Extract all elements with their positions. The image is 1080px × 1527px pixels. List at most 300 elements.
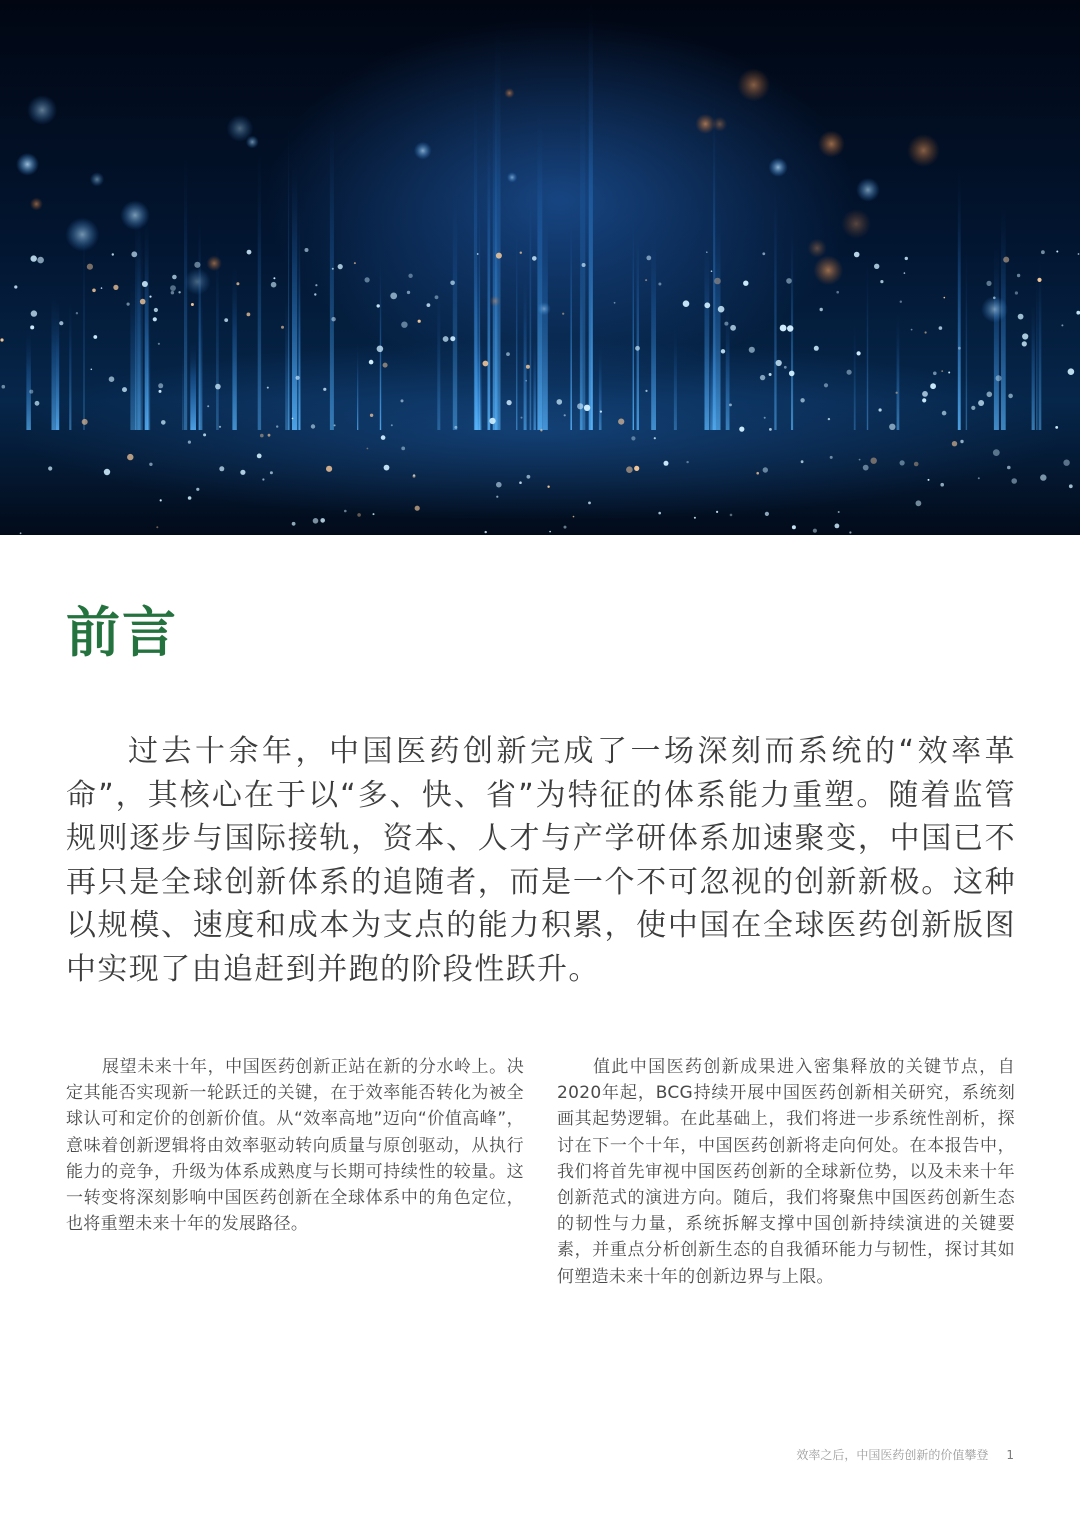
- light-beam: [437, 281, 440, 430]
- light-particle: [1003, 257, 1009, 263]
- light-particle: [549, 531, 551, 533]
- light-particle: [104, 469, 110, 475]
- light-particle: [323, 388, 326, 391]
- light-beam: [637, 214, 639, 430]
- light-particle: [219, 426, 221, 428]
- light-particle: [31, 255, 37, 261]
- light-particle: [944, 297, 946, 299]
- light-particle: [203, 433, 206, 436]
- light-particle: [871, 458, 877, 464]
- light-beam: [994, 241, 999, 430]
- light-particle: [413, 475, 416, 478]
- light-particle: [365, 277, 370, 282]
- light-particle: [1018, 314, 1024, 320]
- light-particle: [996, 375, 1002, 381]
- light-particle: [273, 277, 275, 279]
- light-particle: [215, 384, 221, 390]
- light-particle: [240, 470, 245, 475]
- light-particle: [156, 526, 158, 528]
- bokeh-light: [712, 117, 727, 132]
- light-particle: [407, 291, 410, 294]
- light-particle: [373, 513, 375, 515]
- light-particle: [483, 361, 489, 367]
- light-particle: [140, 299, 146, 305]
- light-particle: [332, 268, 334, 270]
- light-particle: [940, 483, 944, 487]
- light-particle: [37, 257, 44, 264]
- light-beam: [69, 296, 71, 430]
- light-beam: [201, 287, 202, 430]
- light-particle: [292, 522, 296, 526]
- light-particle: [763, 467, 768, 472]
- light-particle: [683, 300, 690, 307]
- light-particle: [260, 434, 264, 438]
- light-beam: [570, 199, 572, 431]
- light-beam: [137, 218, 142, 430]
- light-particle: [496, 496, 498, 498]
- bokeh-light: [206, 255, 222, 271]
- light-particle: [149, 296, 151, 298]
- light-particle: [582, 263, 586, 267]
- light-particle: [792, 525, 796, 529]
- light-particle: [889, 424, 895, 430]
- light-particle: [1040, 474, 1046, 480]
- light-particle: [986, 281, 991, 286]
- light-particle: [127, 303, 130, 306]
- light-particle: [158, 343, 160, 345]
- light-particle: [978, 400, 984, 406]
- light-particle: [450, 336, 455, 341]
- light-particle: [367, 448, 369, 450]
- light-particle: [29, 390, 33, 394]
- light-particle: [224, 318, 228, 322]
- light-particle: [507, 400, 512, 405]
- light-particle: [1022, 333, 1028, 339]
- light-particle: [1015, 291, 1018, 294]
- light-particle: [743, 281, 748, 286]
- light-particle: [971, 406, 975, 410]
- light-particle: [925, 331, 927, 333]
- light-particle: [315, 284, 317, 286]
- light-particle: [127, 454, 133, 460]
- light-particle: [729, 404, 732, 407]
- light-particle: [847, 370, 852, 375]
- light-particle: [427, 303, 431, 307]
- bokeh-light: [507, 172, 517, 182]
- page-footer: [796, 1446, 1014, 1463]
- bokeh-light: [907, 134, 940, 167]
- light-beam: [488, 104, 491, 430]
- light-particle: [370, 414, 373, 417]
- light-beam: [182, 343, 183, 431]
- light-particle: [381, 435, 386, 440]
- light-particle: [863, 465, 869, 471]
- light-particle: [489, 418, 495, 424]
- light-particle: [654, 437, 656, 439]
- light-beam: [26, 330, 31, 431]
- light-particle: [960, 440, 963, 443]
- light-particle: [149, 463, 152, 466]
- light-particle: [526, 365, 530, 369]
- light-particle: [369, 360, 374, 365]
- page-number: 1: [1006, 1447, 1014, 1462]
- light-particle: [281, 326, 284, 329]
- page-title: 前言: [66, 601, 178, 664]
- bokeh-light: [226, 115, 253, 142]
- light-particle: [721, 349, 725, 353]
- light-beam: [199, 214, 201, 430]
- light-particle: [257, 454, 262, 459]
- light-particle: [1022, 341, 1027, 346]
- light-particle: [577, 403, 583, 409]
- light-particle: [331, 317, 335, 321]
- light-particle: [170, 285, 176, 291]
- light-particle: [824, 383, 828, 387]
- light-particle: [564, 414, 566, 416]
- light-particle: [952, 441, 957, 446]
- light-particle: [928, 479, 930, 481]
- light-particle: [377, 346, 384, 353]
- light-particle: [760, 375, 765, 380]
- light-particle: [153, 317, 157, 321]
- light-particle: [520, 252, 522, 254]
- light-particle: [646, 256, 651, 261]
- light-particle: [311, 424, 315, 428]
- light-particle: [614, 302, 616, 304]
- light-particle: [730, 325, 736, 331]
- light-particle: [443, 336, 449, 342]
- light-beam: [330, 110, 334, 430]
- light-particle: [270, 471, 273, 474]
- bokeh-light: [184, 268, 211, 295]
- light-particle: [645, 390, 647, 392]
- light-beam: [453, 175, 457, 430]
- light-particle: [762, 252, 765, 255]
- light-particle: [334, 424, 336, 426]
- light-beam: [380, 250, 381, 430]
- light-particle: [82, 419, 88, 425]
- bokeh-light: [120, 200, 150, 230]
- bokeh-light: [856, 178, 880, 202]
- bokeh-light: [808, 239, 827, 258]
- light-particle: [764, 417, 766, 419]
- light-particle: [485, 531, 487, 533]
- light-particle: [631, 436, 635, 440]
- light-particle: [142, 281, 148, 287]
- light-particle: [20, 532, 22, 534]
- light-particle: [401, 322, 407, 328]
- light-particle: [247, 250, 252, 255]
- light-particle: [112, 253, 114, 255]
- light-particle: [1011, 478, 1017, 484]
- light-particle: [900, 460, 905, 465]
- light-particle: [911, 329, 913, 331]
- light-beam: [292, 160, 297, 430]
- light-particle: [267, 387, 269, 389]
- light-particle: [706, 251, 708, 253]
- light-particle: [645, 279, 647, 281]
- light-particle: [776, 360, 782, 366]
- light-particle: [160, 499, 162, 501]
- bokeh-light: [490, 296, 501, 307]
- light-particle: [122, 387, 127, 392]
- light-particle: [1078, 253, 1080, 255]
- light-particle: [849, 531, 851, 533]
- light-particle: [814, 346, 819, 351]
- light-particle: [780, 325, 787, 332]
- light-particle: [59, 321, 63, 325]
- light-particle: [749, 347, 755, 353]
- light-particle: [880, 280, 883, 283]
- light-particle: [635, 346, 640, 351]
- light-particle: [109, 376, 115, 382]
- light-beam: [897, 311, 900, 430]
- light-particle: [993, 449, 1000, 456]
- light-particle: [276, 425, 278, 427]
- bokeh-light: [818, 130, 845, 157]
- light-particle: [557, 399, 563, 405]
- light-beam: [537, 101, 542, 430]
- light-beam: [524, 263, 527, 430]
- light-particle: [618, 419, 624, 425]
- light-particle: [92, 289, 96, 293]
- light-particle: [1008, 394, 1013, 399]
- light-particle: [584, 405, 590, 411]
- light-particle: [377, 304, 380, 307]
- light-beam: [1032, 298, 1035, 430]
- light-particle: [813, 529, 817, 533]
- light-particle: [540, 429, 542, 431]
- body-column-right: 值此中国医药创新成果进入密集释放的关键节点，自2020年起，BCG持续开展中国医药创新相关研究，系统刻画其起势逻辑。在此基础上，我们将进一步系统性剖析，探讨在下一个十年，中国医药创新将走向何处。在本报告中，我们将首先审视中国医药创新的全球新位势，以及未来十年创新范式的演进方向。随后，我们将聚焦中国医药创新生态的韧性与力量，系统拆解支撑中国创新持续演进的关键要素，并重点分析创新生态的自我循环能力与韧性，探讨其如何塑造未来十年的创新边界与上限。: [557, 1057, 1015, 1287]
- light-particle: [573, 516, 575, 518]
- light-particle: [634, 466, 639, 471]
- light-particle: [161, 420, 166, 425]
- light-particle: [93, 335, 97, 339]
- light-particle: [786, 278, 792, 284]
- light-beam: [52, 291, 56, 430]
- light-particle: [171, 291, 174, 294]
- light-particle: [48, 466, 52, 470]
- light-particle: [724, 322, 728, 326]
- light-particle: [686, 461, 688, 463]
- light-beam: [599, 342, 602, 430]
- footer-report-title: 效率之后，中国医药创新的价值攀登: [796, 1448, 989, 1462]
- light-particle: [527, 475, 531, 479]
- light-particle: [1037, 278, 1041, 282]
- lead-paragraph: 过去十余年，中国医药创新完成了一场深刻而系统的“效率革命”，其核心在于以“多、快、省”为特征的体系能力重塑。随着监管规则逐步与国际接轨，资本、人才与产学研体系加速聚变，中国已不再只是全球创新体系的追随者，而是一个不可忽视的创新新极。这种以规模、速度和成本为支点的能力积累，使中国在全球医药创新版图中实现了由追赶到并跑的阶段性跃升。: [66, 734, 1016, 987]
- digital-city-lights-illustration: [0, 0, 1080, 535]
- light-particle: [787, 325, 793, 331]
- light-particle: [588, 502, 591, 505]
- light-particle: [31, 310, 37, 316]
- light-particle: [789, 371, 795, 377]
- bokeh-light: [90, 172, 104, 186]
- light-particle: [704, 302, 710, 308]
- light-beam: [476, 325, 482, 430]
- light-particle: [435, 295, 439, 299]
- light-particle: [730, 514, 733, 517]
- bokeh-light: [504, 88, 514, 98]
- light-particle: [0, 338, 3, 341]
- light-particle: [262, 478, 264, 480]
- light-particle: [948, 372, 950, 374]
- light-particle: [219, 466, 224, 471]
- light-particle: [664, 461, 669, 466]
- light-particle: [1061, 324, 1063, 326]
- light-particle: [418, 320, 421, 323]
- light-particle: [769, 373, 772, 376]
- light-particle: [247, 313, 251, 317]
- light-particle: [338, 264, 343, 269]
- light-particle: [922, 391, 928, 397]
- light-beam: [530, 153, 532, 430]
- light-beam: [357, 342, 358, 430]
- light-particle: [658, 512, 661, 515]
- light-particle: [547, 486, 549, 488]
- light-particle: [314, 293, 316, 295]
- light-particle: [390, 293, 397, 300]
- light-beam: [232, 263, 236, 430]
- light-beam: [145, 217, 149, 430]
- light-particle: [1041, 250, 1045, 254]
- light-particle: [113, 285, 118, 290]
- light-particle: [1063, 460, 1069, 466]
- light-particle: [922, 398, 926, 402]
- light-particle: [1007, 466, 1011, 470]
- light-particle: [159, 390, 162, 393]
- light-particle: [905, 257, 908, 260]
- light-particle: [830, 456, 833, 459]
- light-particle: [900, 301, 902, 303]
- light-particle: [828, 418, 830, 420]
- light-particle: [450, 281, 455, 286]
- light-particle: [296, 376, 300, 380]
- light-particle: [933, 372, 937, 376]
- light-particle: [357, 513, 361, 517]
- light-particle: [694, 517, 696, 519]
- body-column-left: 展望未来十年，中国医药创新正站在新的分水岭上。决定其能否实现新一轮跃迁的关键，在于效率能否转化为被全球认可和定价的创新价值。从“效率高地”迈向“价值高峰”，意味着创新逻辑将由效率驱动转向质量与原创驱动，从执行能力的竞争，升级为体系成熟度与长期可持续性的较量。这一转变将深刻影响中国医药创新在全球体系中的角色定位，也将重塑未来十年的发展路径。: [66, 1057, 524, 1235]
- light-particle: [101, 287, 103, 289]
- bokeh-light: [30, 198, 43, 211]
- light-beam: [190, 340, 196, 430]
- light-particle: [564, 526, 567, 529]
- light-beam: [966, 243, 967, 430]
- light-particle: [131, 251, 137, 257]
- light-particle: [525, 380, 527, 382]
- light-particle: [914, 462, 919, 467]
- light-particle: [521, 417, 523, 419]
- light-beam: [258, 144, 261, 430]
- light-particle: [930, 383, 936, 389]
- bokeh-light: [769, 158, 788, 177]
- light-particle: [305, 248, 309, 252]
- light-particle: [1056, 251, 1058, 253]
- light-particle: [408, 274, 412, 278]
- light-beam: [285, 292, 290, 430]
- light-particle: [172, 275, 177, 280]
- light-particle: [859, 459, 861, 461]
- bokeh-light: [27, 95, 57, 125]
- light-beam: [516, 207, 517, 430]
- light-beam: [1036, 269, 1037, 430]
- light-particle: [154, 308, 158, 312]
- light-particle: [391, 424, 393, 426]
- light-particle: [191, 303, 194, 306]
- light-particle: [1017, 274, 1020, 277]
- bokeh-light: [537, 302, 551, 316]
- light-particle: [519, 481, 522, 484]
- light-beam: [580, 251, 583, 430]
- light-particle: [784, 366, 787, 369]
- light-particle: [958, 347, 961, 350]
- light-particle: [188, 496, 192, 500]
- light-particle: [292, 418, 294, 420]
- light-beam: [534, 332, 536, 430]
- bokeh-light: [737, 68, 770, 101]
- light-particle: [532, 256, 537, 261]
- light-particle: [384, 465, 390, 471]
- light-particle: [978, 477, 980, 479]
- light-particle: [415, 506, 420, 511]
- light-particle: [896, 392, 898, 394]
- light-beam: [774, 177, 776, 430]
- light-particle: [800, 398, 804, 402]
- light-particle: [506, 352, 510, 356]
- light-particle: [91, 369, 93, 371]
- light-particle: [271, 282, 277, 288]
- light-particle: [1076, 311, 1080, 315]
- light-particle: [942, 411, 947, 416]
- light-particle: [854, 252, 860, 258]
- light-beam: [288, 115, 289, 430]
- light-particle: [836, 291, 839, 294]
- light-beam: [958, 168, 961, 430]
- light-particle: [626, 466, 633, 473]
- light-particle: [194, 262, 200, 268]
- light-particle: [916, 500, 922, 506]
- light-particle: [313, 518, 319, 524]
- light-particle: [838, 511, 840, 513]
- light-particle: [820, 308, 823, 311]
- light-particle: [1068, 368, 1075, 375]
- light-beam: [712, 304, 716, 430]
- light-particle: [718, 306, 725, 313]
- hero-image: [0, 0, 1080, 535]
- light-particle: [76, 312, 78, 314]
- light-particle: [401, 447, 405, 451]
- light-beam: [705, 232, 710, 430]
- light-particle: [874, 264, 879, 269]
- light-particle: [188, 441, 191, 444]
- light-particle: [158, 383, 163, 388]
- light-beam: [854, 318, 856, 430]
- light-beam: [184, 152, 187, 430]
- light-particle: [769, 428, 772, 431]
- light-particle: [904, 272, 906, 274]
- light-particle: [236, 282, 239, 285]
- light-particle: [30, 325, 34, 329]
- light-particle: [35, 401, 40, 406]
- bokeh-light: [414, 142, 432, 160]
- light-particle: [401, 399, 404, 402]
- light-particle: [383, 363, 388, 368]
- light-particle: [562, 313, 564, 315]
- light-particle: [14, 285, 17, 288]
- light-beam: [651, 220, 656, 430]
- light-beam: [589, 2, 593, 430]
- light-particle: [320, 518, 325, 523]
- light-beam: [791, 220, 793, 430]
